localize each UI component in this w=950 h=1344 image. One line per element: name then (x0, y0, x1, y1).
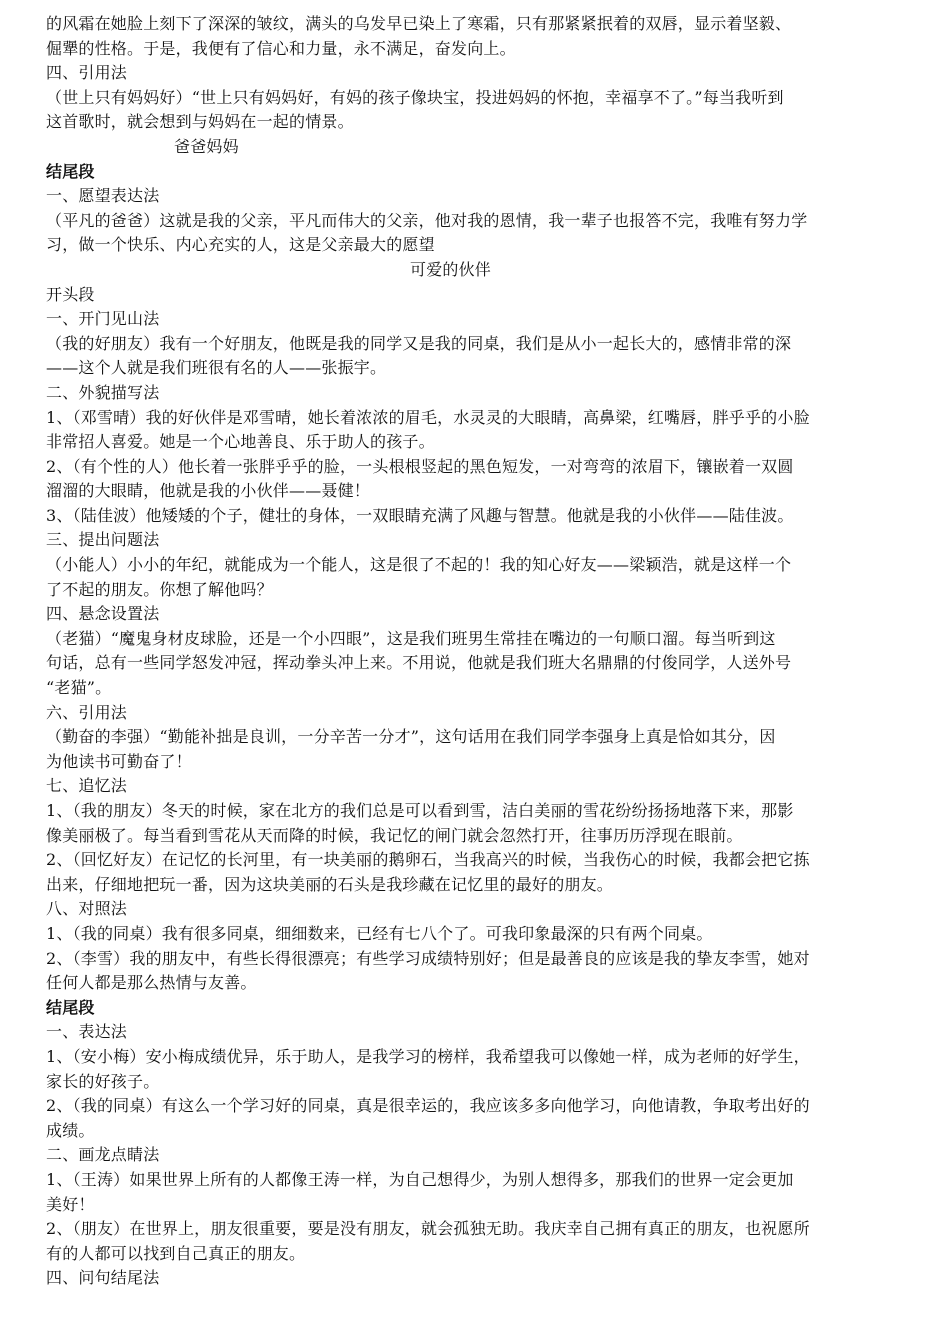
text-line: “老猫”。 (46, 678, 112, 698)
text-line: 有的人都可以找到自己真正的朋友。 (46, 1243, 306, 1263)
essay-title: 爸爸妈妈 (174, 136, 239, 156)
text-line: 3、（陆佳波）他矮矮的个子，健壮的身体，一双眼睛充满了风趣与智慧。他就是我的小伙伴——陆佳波。 (46, 505, 794, 525)
text-line: 一、开门见山法 (46, 309, 160, 329)
text-line: 二、画龙点睛法 (46, 1145, 160, 1165)
text-line: （勤奋的李强）“勤能补拙是良训，一分辛苦一分才”，这句话用在我们同学李强身上真是恰如其分，因 (46, 727, 776, 747)
text-line: 1、（我的同桌）我有很多同桌，细细数来，已经有七八个了。可我印象最深的只有两个同桌。 (46, 923, 713, 943)
text-line: 三、提出问题法 (46, 530, 160, 550)
text-line: 倔犟的性格。于是，我便有了信心和力量，永不满足，奋发向上。 (46, 38, 516, 58)
text-line: 四、引用法 (46, 63, 128, 83)
text-line: 七、追忆法 (46, 776, 128, 796)
text-line: （老猫）“魔鬼身材皮球脸，还是一个小四眼”，这是我们班男生常挂在嘴边的一句顺口溜。每当听到这 (46, 628, 776, 648)
text-line: 溜溜的大眼睛，他就是我的小伙伴——聂健！ (46, 481, 371, 501)
text-line: ——这个人就是我们班很有名的人——张振宇。 (46, 358, 387, 378)
text-line: 为他读书可勤奋了！ (46, 751, 192, 771)
essay-title: 可爱的伙伴 (410, 259, 492, 279)
text-line: （世上只有妈妈好）“世上只有妈妈好，有妈的孩子像块宝，投进妈妈的怀抱，幸福享不了。”每当我听到 (46, 87, 784, 107)
text-line: 2、（我的同桌）有这么一个学习好的同桌，真是很幸运的，我应该多多向他学习，向他请教，争取考出好的 (46, 1096, 810, 1116)
text-line: （平凡的爸爸）这就是我的父亲，平凡而伟大的父亲，他对我的恩情，我一辈子也报答不完，我唯有努力学 (46, 210, 808, 230)
text-line: 一、愿望表达法 (46, 186, 160, 206)
text-line: 这首歌时，就会想到与妈妈在一起的情景。 (46, 112, 354, 132)
text-line: 成绩。 (46, 1120, 95, 1140)
text-line: 像美丽极了。每当看到雪花从天而降的时候，我记忆的闸门就会忽然打开，往事历历浮现在眼前。 (46, 825, 743, 845)
text-line: 1、（我的朋友）冬天的时候，家在北方的我们总是可以看到雪，洁白美丽的雪花纷纷扬扬地落下来，那影 (46, 801, 794, 820)
text-line: 2、（李雪）我的朋友中，有些长得很漂亮；有些学习成绩特别好；但是最善良的应该是我的挚友李雪，她对 (46, 948, 810, 968)
text-line: 2、（回忆好友）在记忆的长河里，有一块美丽的鹅卵石，当我高兴的时候，当我伤心的时候，我都会把它拣 (46, 850, 810, 870)
text-line: 一、表达法 (46, 1022, 128, 1042)
text-line: 六、引用法 (46, 702, 128, 722)
text-line: 了不起的朋友。你想了解他吗？ (46, 579, 273, 599)
section-heading: 结尾段 (46, 997, 95, 1017)
text-line: 1、（邓雪晴）我的好伙伴是邓雪晴，她长着浓浓的眉毛，水灵灵的大眼睛，高鼻梁，红嘴唇，胖乎乎的小脸 (46, 407, 810, 427)
text-line: 四、问句结尾法 (46, 1268, 160, 1288)
section-heading: 结尾段 (46, 161, 95, 181)
text-line: 2、（有个性的人）他长着一张胖乎乎的脸，一头根根竖起的黑色短发，一对弯弯的浓眉下，镶嵌着一双圆 (46, 456, 794, 476)
text-line: 任何人都是那么热情与友善。 (46, 973, 257, 993)
text-line: 二、外貌描写法 (46, 382, 160, 402)
text-line: 开头段 (46, 284, 95, 304)
text-line: 2、（朋友）在世界上，朋友很重要，要是没有朋友，就会孤独无助。我庆幸自己拥有真正的朋友，也祝愿所 (46, 1219, 810, 1239)
text-line: 1、（王涛）如果世界上所有的人都像王涛一样，为自己想得少，为别人想得多，那我们的世界一定会更加 (46, 1169, 794, 1189)
text-line: 句话，总有一些同学怒发冲冠，挥动拳头冲上来。不用说，他就是我们班大名鼎鼎的付俊同学，人送外号 (46, 653, 792, 673)
text-line: 出来，仔细地把玩一番，因为这块美丽的石头是我珍藏在记忆里的最好的朋友。 (46, 874, 614, 894)
text-line: （我的好朋友）我有一个好朋友，他既是我的同学又是我的同桌，我们是从小一起长大的，感情非常的深 (46, 333, 792, 353)
text-line: 习，做一个快乐、内心充实的人，这是父亲最大的愿望 (46, 235, 435, 255)
text-line: 家长的好孩子。 (46, 1071, 160, 1091)
text-line: 1、（安小梅）安小梅成绩优异，乐于助人，是我学习的榜样，我希望我可以像她一样，成为老师的好学生， (46, 1046, 810, 1066)
text-line: 美好！ (46, 1194, 95, 1214)
text-line: 八、对照法 (46, 899, 128, 919)
text-line: 四、悬念设置法 (46, 604, 160, 624)
text-line: 非常招人喜爱。她是一个心地善良、乐于助人的孩子。 (46, 432, 435, 452)
text-line: 的风霜在她脸上刻下了深深的皱纹，满头的乌发早已染上了寒霜，只有那紧紧抿着的双唇，显示着坚毅、 (46, 14, 792, 33)
text-line: （小能人）小小的年纪，就能成为一个能人，这是很了不起的！我的知心好友——梁颖浩，就是这样一个 (46, 555, 792, 575)
